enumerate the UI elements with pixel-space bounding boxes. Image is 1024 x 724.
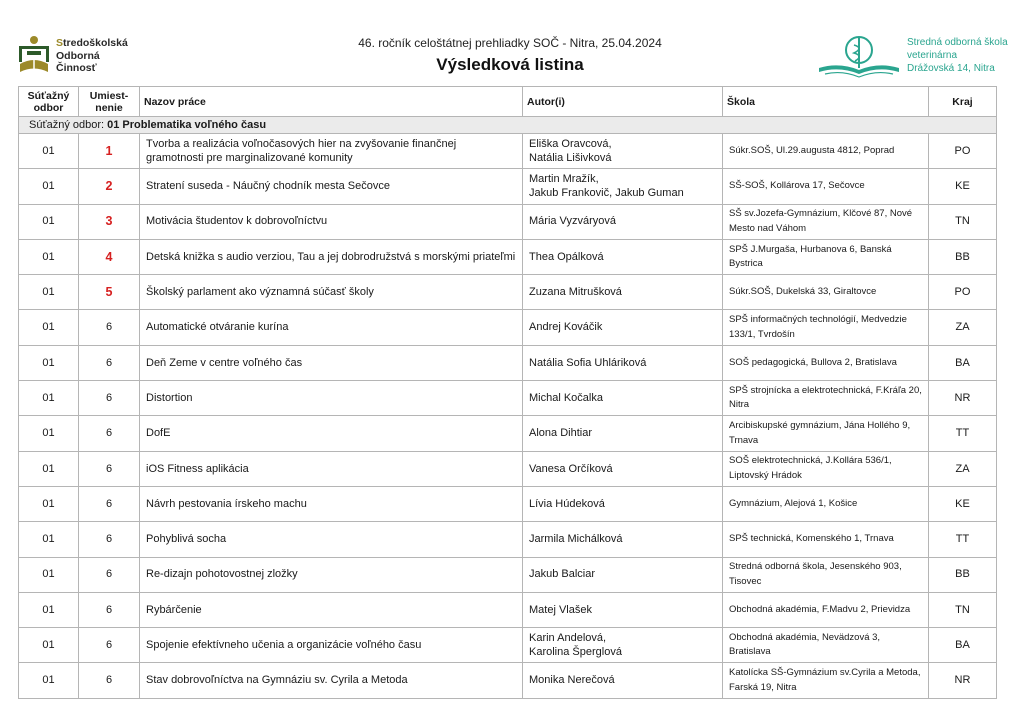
cell-autor xyxy=(523,592,723,627)
logo-left-line1: tredoškolská xyxy=(63,37,128,49)
cell-umiestnenie: 6 xyxy=(79,486,140,521)
logo-right-line2: veterinárna xyxy=(907,50,958,61)
cell-umiestnenie: 6 xyxy=(79,557,140,592)
cell-odbor: 01 xyxy=(19,557,79,592)
cell-skola: Katolícka SŠ-Gymnázium sv.Cyrila a Metoda, Farská 19, Nitra xyxy=(723,663,929,698)
school-logo xyxy=(815,34,1015,82)
cell-odbor: 01 xyxy=(19,239,79,274)
cell-skola: Arcibiskupské gymnázium, Jána Hollého 9, Trnava xyxy=(723,416,929,451)
author-line: Jarmila Michálková xyxy=(529,533,623,546)
cell-odbor: 01 xyxy=(19,169,79,204)
author-line: Martin Mražík, xyxy=(529,172,599,185)
table-row xyxy=(19,416,997,451)
table-row xyxy=(19,486,997,521)
cell-nazov: Detská knižka s audio verziou, Tau a jej dobrodružstvá s morskými priateľmi xyxy=(140,239,523,274)
cell-autor xyxy=(523,134,723,169)
author-line: Eliška Oravcová, xyxy=(529,137,612,150)
cell-odbor: 01 xyxy=(19,310,79,345)
table-row xyxy=(19,557,997,592)
table-row xyxy=(19,310,997,345)
column-header-umiestnenie: Umiest-nenie xyxy=(79,87,140,117)
cell-nazov: Pohyblivá socha xyxy=(140,522,523,557)
cell-odbor: 01 xyxy=(19,592,79,627)
table-row xyxy=(19,169,997,204)
author-line: Monika Nerečová xyxy=(529,674,615,687)
cell-odbor: 01 xyxy=(19,134,79,169)
cell-nazov: Motivácia študentov k dobrovoľníctvu xyxy=(140,204,523,239)
page-header xyxy=(0,0,1024,86)
cell-umiestnenie: 6 xyxy=(79,345,140,380)
cell-kraj: NR xyxy=(929,381,997,416)
cell-odbor: 01 xyxy=(19,275,79,310)
cell-nazov: Stratení suseda - Náučný chodník mesta Sečovce xyxy=(140,169,523,204)
cell-umiestnenie: 6 xyxy=(79,416,140,451)
column-header-odbor: Súťažný odbor xyxy=(19,87,79,117)
table-row xyxy=(19,204,997,239)
cell-autor xyxy=(523,239,723,274)
cell-autor xyxy=(523,557,723,592)
cell-nazov: iOS Fitness aplikácia xyxy=(140,451,523,486)
author-line: Lívia Húdeková xyxy=(529,497,605,510)
cell-skola: Súkr.SOŠ, Ul.29.augusta 4812, Poprad xyxy=(723,134,929,169)
author-line: Thea Opálková xyxy=(529,250,604,263)
cell-odbor: 01 xyxy=(19,486,79,521)
column-header-skola: Škola xyxy=(723,87,929,117)
cell-umiestnenie: 6 xyxy=(79,381,140,416)
cell-umiestnenie: 5 xyxy=(79,275,140,310)
cell-umiestnenie: 6 xyxy=(79,663,140,698)
cell-umiestnenie: 6 xyxy=(79,310,140,345)
soc-logo xyxy=(16,34,156,78)
author-line: Zuzana Mitrušková xyxy=(529,286,622,299)
column-header-nazov: Nazov práce xyxy=(140,87,523,117)
author-line: Natália Sofia Uhláriková xyxy=(529,356,647,369)
cell-autor xyxy=(523,522,723,557)
cell-autor xyxy=(523,628,723,663)
logo-left-line3: Činnosť xyxy=(56,62,97,74)
column-header-autor: Autor(i) xyxy=(523,87,723,117)
cell-skola: SOŠ pedagogická, Bullova 2, Bratislava xyxy=(723,345,929,380)
logo-left-line2: Odborná xyxy=(56,49,100,62)
author-line: Karin Andelová, xyxy=(529,631,607,644)
author-line: Vanesa Orčíková xyxy=(529,462,613,475)
soc-emblem-icon xyxy=(16,34,52,76)
cell-autor xyxy=(523,381,723,416)
cell-autor xyxy=(523,345,723,380)
cell-umiestnenie: 1 xyxy=(79,134,140,169)
cell-skola: SŠ-SOŠ, Kollárova 17, Sečovce xyxy=(723,169,929,204)
cell-odbor: 01 xyxy=(19,628,79,663)
cell-nazov: Stav dobrovoľníctva na Gymnáziu sv. Cyrila a Metoda xyxy=(140,663,523,698)
cell-odbor: 01 xyxy=(19,204,79,239)
cell-skola: SPŠ J.Murgaša, Hurbanova 6, Banská Bystrica xyxy=(723,239,929,274)
results-table xyxy=(18,86,997,699)
author-line: Alona Dihtiar xyxy=(529,427,592,440)
author-line: Michal Kočalka xyxy=(529,391,603,404)
cell-nazov: Automatické otváranie kurína xyxy=(140,310,523,345)
author-line: Andrej Kováčik xyxy=(529,321,603,334)
cell-nazov: Distortion xyxy=(140,381,523,416)
cell-umiestnenie: 6 xyxy=(79,451,140,486)
table-row xyxy=(19,275,997,310)
cell-odbor: 01 xyxy=(19,345,79,380)
cell-umiestnenie: 3 xyxy=(79,204,140,239)
cell-odbor: 01 xyxy=(19,381,79,416)
section-prefix: Súťažný odbor: xyxy=(29,119,105,131)
table-row xyxy=(19,451,997,486)
cell-kraj: TT xyxy=(929,522,997,557)
veterinary-emblem-icon xyxy=(815,34,903,80)
cell-kraj: BB xyxy=(929,239,997,274)
cell-umiestnenie: 6 xyxy=(79,628,140,663)
logo-right-line3: Drážovská 14, Nitra xyxy=(907,63,995,74)
logo-left-initial: S xyxy=(56,37,64,49)
cell-kraj: ZA xyxy=(929,451,997,486)
author-line: Matej Vlašek xyxy=(529,603,592,616)
cell-autor xyxy=(523,169,723,204)
cell-kraj: TT xyxy=(929,416,997,451)
table-row xyxy=(19,381,997,416)
cell-kraj: BA xyxy=(929,628,997,663)
section-label xyxy=(19,117,997,134)
cell-nazov: Re-dizajn pohotovostnej zložky xyxy=(140,557,523,592)
section-row xyxy=(19,117,997,134)
cell-autor xyxy=(523,204,723,239)
author-line: Natália Lišivková xyxy=(529,152,612,165)
cell-kraj: PO xyxy=(929,275,997,310)
author-line: Karolina Šperglová xyxy=(529,646,622,659)
table-row xyxy=(19,592,997,627)
cell-skola: Stredná odborná škola, Jesenského 903, Tisovec xyxy=(723,557,929,592)
cell-autor xyxy=(523,310,723,345)
cell-umiestnenie: 6 xyxy=(79,522,140,557)
cell-autor xyxy=(523,663,723,698)
cell-skola: Obchodná akadémia, Nevädzová 3, Bratislava xyxy=(723,628,929,663)
section-name: 01 Problematika voľného času xyxy=(107,119,267,131)
cell-skola: Gymnázium, Alejová 1, Košice xyxy=(723,486,929,521)
page-title: Výsledková listina xyxy=(436,55,584,74)
table-row xyxy=(19,345,997,380)
table-row xyxy=(19,522,997,557)
cell-skola: SŠ sv.Jozefa-Gymnázium, Klčové 87, Nové Mesto nad Váhom xyxy=(723,204,929,239)
cell-skola: SPŠ informačných technológií, Medvedzie 133/1, Tvrdošín xyxy=(723,310,929,345)
cell-skola: SPŠ strojnícka a elektrotechnická, F.Kráľa 20, Nitra xyxy=(723,381,929,416)
cell-kraj: BB xyxy=(929,557,997,592)
cell-umiestnenie: 6 xyxy=(79,592,140,627)
table-row xyxy=(19,628,997,663)
logo-right-line1: Stredná odborná škola xyxy=(907,37,1008,48)
cell-odbor: 01 xyxy=(19,451,79,486)
event-subtitle: 46. ročník celoštátnej prehliadky SOČ - Nitra, 25.04.2024 xyxy=(358,36,662,50)
cell-odbor: 01 xyxy=(19,663,79,698)
cell-umiestnenie: 4 xyxy=(79,239,140,274)
cell-kraj: TN xyxy=(929,204,997,239)
cell-skola: Obchodná akadémia, F.Madvu 2, Prievidza xyxy=(723,592,929,627)
cell-nazov: Tvorba a realizácia voľnočasových hier na zvyšovanie finančnej gramotnosti pre marginalizované komunity xyxy=(140,134,523,169)
title-block xyxy=(300,36,720,75)
cell-autor xyxy=(523,275,723,310)
table-header-row xyxy=(19,87,997,117)
table-row xyxy=(19,663,997,698)
cell-autor xyxy=(523,416,723,451)
cell-autor xyxy=(523,486,723,521)
cell-kraj: TN xyxy=(929,592,997,627)
cell-kraj: KE xyxy=(929,486,997,521)
cell-skola: Súkr.SOŠ, Dukelská 33, Giraltovce xyxy=(723,275,929,310)
cell-skola: SOŠ elektrotechnická, J.Kollára 536/1, Liptovský Hrádok xyxy=(723,451,929,486)
cell-autor xyxy=(523,451,723,486)
author-line: Jakub Balciar xyxy=(529,568,596,581)
cell-kraj: BA xyxy=(929,345,997,380)
cell-nazov: Spojenie efektívneho učenia a organizácie voľného času xyxy=(140,628,523,663)
cell-kraj: ZA xyxy=(929,310,997,345)
cell-kraj: KE xyxy=(929,169,997,204)
cell-nazov: Deň Zeme v centre voľného čas xyxy=(140,345,523,380)
author-line: Jakub Frankovič, Jakub Guman xyxy=(529,187,684,200)
cell-odbor: 01 xyxy=(19,522,79,557)
cell-nazov: Rybárčenie xyxy=(140,592,523,627)
cell-umiestnenie: 2 xyxy=(79,169,140,204)
author-line: Mária Vyzváryová xyxy=(529,215,617,228)
cell-kraj: NR xyxy=(929,663,997,698)
cell-nazov: DofE xyxy=(140,416,523,451)
table-row xyxy=(19,134,997,169)
cell-skola: SPŠ technická, Komenského 1, Trnava xyxy=(723,522,929,557)
cell-odbor: 01 xyxy=(19,416,79,451)
cell-nazov: Návrh pestovania írskeho machu xyxy=(140,486,523,521)
cell-kraj: PO xyxy=(929,134,997,169)
table-row xyxy=(19,239,997,274)
column-header-kraj: Kraj xyxy=(929,87,997,117)
cell-nazov: Školský parlament ako významná súčasť školy xyxy=(140,275,523,310)
